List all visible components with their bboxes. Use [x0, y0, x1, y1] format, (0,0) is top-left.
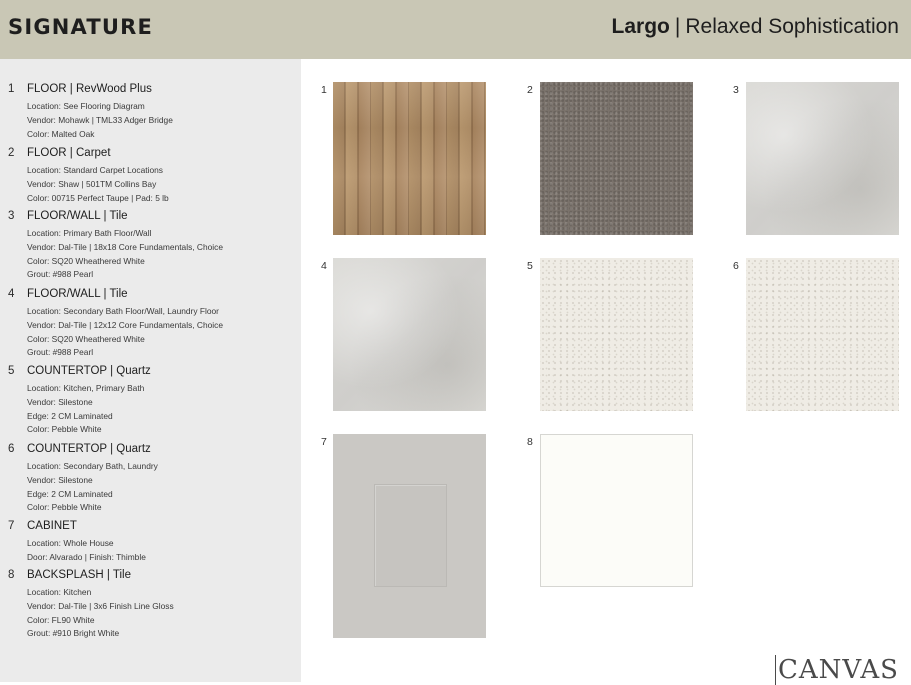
- page-header: [0, 0, 911, 59]
- swatch-number: 2: [527, 84, 533, 96]
- spec-number: 7: [8, 520, 15, 532]
- spec-number: 8: [8, 569, 15, 581]
- spec-title: CABINET: [27, 520, 77, 532]
- spec-detail-line: Grout: #988 Pearl: [27, 269, 94, 280]
- swatch-carpet: [540, 82, 693, 235]
- spec-detail-line: Grout: #910 Bright White: [27, 628, 120, 639]
- spec-detail-line: Color: FL90 White: [27, 614, 95, 625]
- spec-detail-line: Edge: 2 CM Laminated: [27, 488, 113, 499]
- spec-detail-line: Vendor: Dal-Tile | 3x6 Finish Line Gloss: [27, 600, 174, 611]
- spec-title: FLOOR/WALL | Tile: [27, 288, 128, 300]
- spec-details: [27, 164, 169, 205]
- spec-title: FLOOR | RevWood Plus: [27, 83, 152, 95]
- spec-number: 6: [8, 443, 15, 455]
- spec-detail-line: Location: Whole House: [27, 538, 114, 548]
- spec-details: [27, 537, 146, 565]
- swatch-quartz: [540, 258, 693, 411]
- swatch-backsplash-tile: [540, 434, 693, 587]
- spec-number: 3: [8, 210, 15, 222]
- spec-detail-line: Location: Secondary Bath, Laundry: [27, 461, 158, 471]
- spec-detail-line: Color: Pebble White: [27, 502, 102, 513]
- collection-tagline: Relaxed Sophistication: [685, 15, 899, 38]
- spec-detail-line: Location: Primary Bath Floor/Wall: [27, 228, 152, 238]
- swatch-number: 8: [527, 436, 533, 448]
- spec-detail-line: Location: Standard Carpet Locations: [27, 165, 163, 175]
- swatch-number: 6: [733, 260, 739, 272]
- swatch-wood-floor: [333, 82, 486, 235]
- spec-detail-line: Grout: #988 Pearl: [27, 347, 94, 358]
- swatch-number: 7: [321, 436, 327, 448]
- spec-details: [27, 305, 223, 360]
- swatch-stone-tile: [333, 258, 486, 411]
- spec-detail-line: Location: Kitchen, Primary Bath: [27, 383, 145, 393]
- spec-details: [27, 460, 158, 515]
- spec-detail-line: Vendor: Silestone: [27, 396, 93, 407]
- swatch-quartz: [746, 258, 899, 411]
- spec-detail-line: Color: Pebble White: [27, 424, 102, 435]
- swatch-stone-tile: [746, 82, 899, 235]
- spec-detail-line: Color: SQ20 Wheathered White: [27, 333, 145, 344]
- spec-detail-line: Color: SQ20 Wheathered White: [27, 255, 145, 266]
- spec-detail-line: Vendor: Silestone: [27, 474, 93, 485]
- collection-title: [612, 15, 899, 39]
- spec-details: [27, 100, 173, 141]
- spec-detail-line: Location: Secondary Bath Floor/Wall, Laundry Floor: [27, 306, 219, 316]
- spec-detail-line: Vendor: Shaw | 501TM Collins Bay: [27, 178, 157, 189]
- brand-title: SIGNATURE: [8, 15, 154, 39]
- title-separator: |: [674, 15, 681, 38]
- spec-detail-line: Location: See Flooring Diagram: [27, 101, 145, 111]
- spec-details: [27, 586, 174, 641]
- spec-detail-line: Vendor: Dal-Tile | 18x18 Core Fundamentals, Choice: [27, 241, 223, 252]
- spec-number: 1: [8, 83, 15, 95]
- spec-sidebar: [0, 59, 301, 682]
- spec-details: [27, 227, 223, 282]
- swatch-number: 3: [733, 84, 739, 96]
- spec-detail-line: Door: Alvarado | Finish: Thimble: [27, 551, 146, 562]
- spec-detail-line: Color: Malted Oak: [27, 128, 95, 139]
- spec-detail-line: Vendor: Dal-Tile | 12x12 Core Fundamentals, Choice: [27, 319, 223, 330]
- spec-title: COUNTERTOP | Quartz: [27, 365, 151, 377]
- spec-title: FLOOR/WALL | Tile: [27, 210, 128, 222]
- spec-number: 4: [8, 288, 15, 300]
- swatch-number: 1: [321, 84, 327, 96]
- spec-details: [27, 382, 144, 437]
- canvas-logo: CANVAS: [775, 655, 899, 685]
- spec-number: 2: [8, 147, 15, 159]
- spec-detail-line: Location: Kitchen: [27, 587, 92, 597]
- swatch-number: 4: [321, 260, 327, 272]
- spec-detail-line: Color: 00715 Perfect Taupe | Pad: 5 lb: [27, 192, 169, 203]
- swatch-cabinet-door: [333, 434, 486, 638]
- spec-number: 5: [8, 365, 15, 377]
- spec-title: FLOOR | Carpet: [27, 147, 111, 159]
- spec-title: BACKSPLASH | Tile: [27, 569, 131, 581]
- spec-detail-line: Vendor: Mohawk | TML33 Adger Bridge: [27, 114, 173, 125]
- spec-title: COUNTERTOP | Quartz: [27, 443, 151, 455]
- spec-detail-line: Edge: 2 CM Laminated: [27, 410, 113, 421]
- collection-name: Largo: [611, 15, 670, 38]
- cabinet-recessed-panel: [374, 484, 447, 587]
- swatch-number: 5: [527, 260, 533, 272]
